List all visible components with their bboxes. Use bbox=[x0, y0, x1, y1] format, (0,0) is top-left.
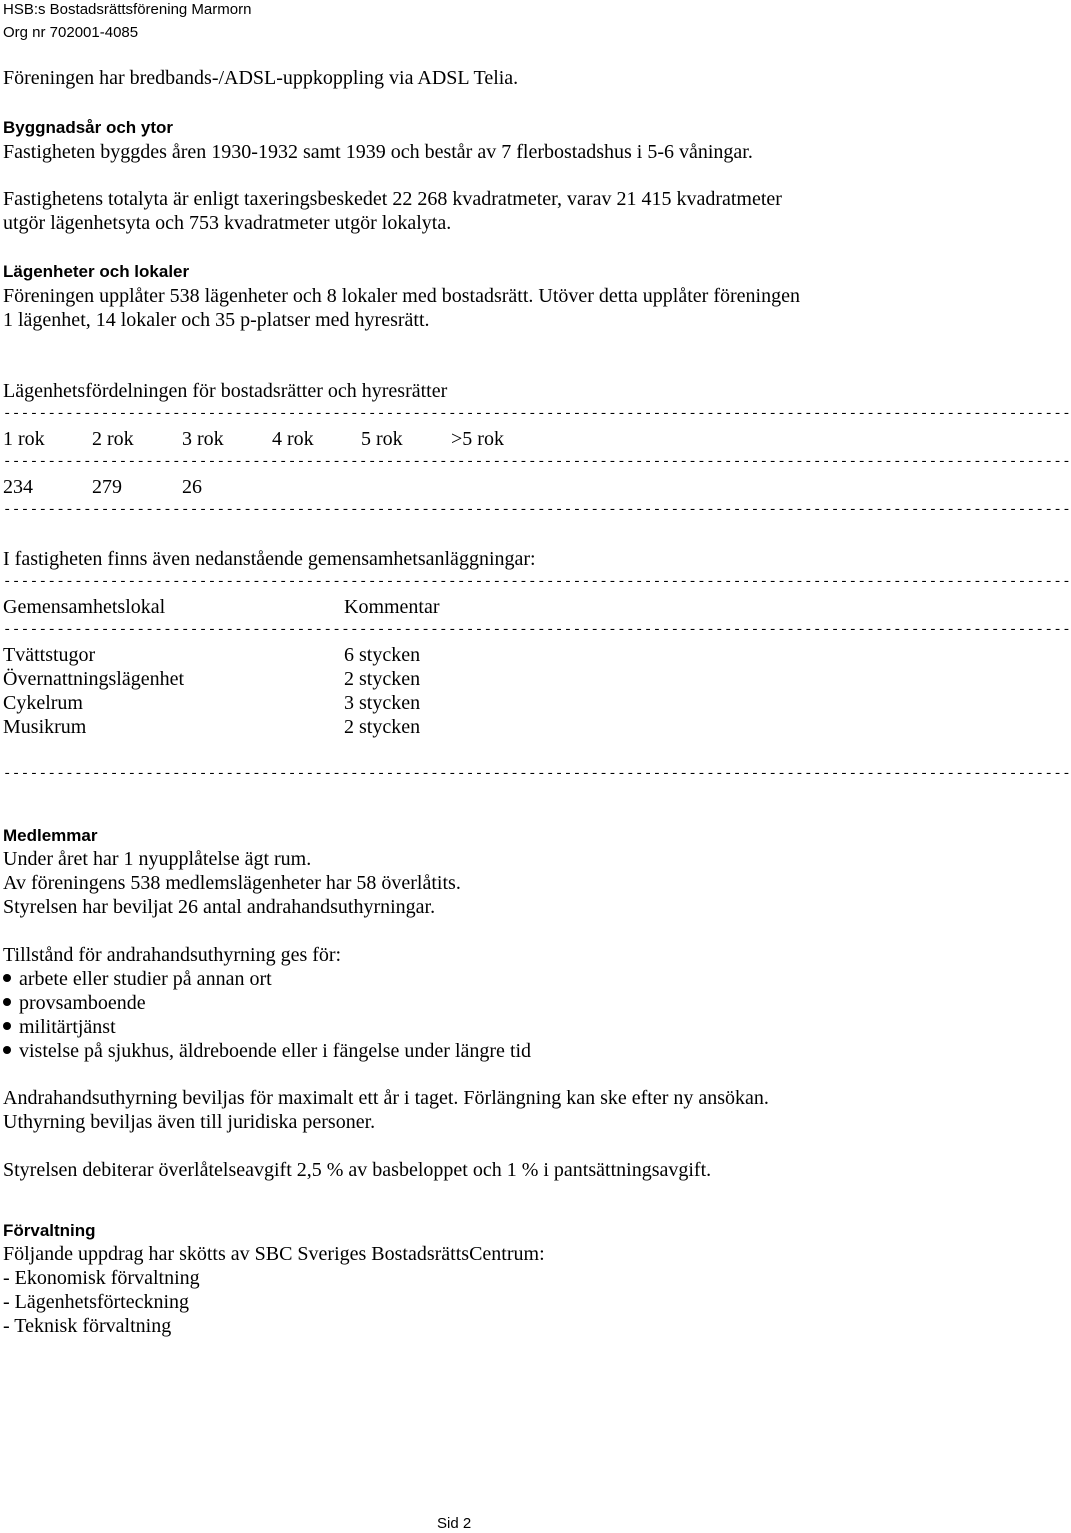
divider-line: ------------------------------------------------------------------------------------------------------------------------ bbox=[3, 406, 1071, 422]
members-text-1: Under året har 1 nyupplåtelse ägt rum. bbox=[3, 848, 312, 870]
permit-intro: Tillstånd för andrahandsuthyrning ges för: bbox=[3, 944, 342, 966]
distribution-col-6: >5 rok bbox=[451, 428, 504, 450]
max-rental-text-2: Uthyrning beviljas även till juridiska personer. bbox=[3, 1111, 376, 1133]
broadband-text: Föreningen har bredbands-/ADSL-uppkoppling via ADSL Telia. bbox=[3, 67, 519, 89]
distribution-value-2: 279 bbox=[92, 476, 122, 498]
management-item: - Ekonomisk förvaltning bbox=[3, 1267, 200, 1289]
facility-name: Musikrum bbox=[3, 716, 87, 738]
fees-text: Styrelsen debiterar överlåtelseavgift 2,5 % av basbeloppet och 1 % i pantsättningsavgift. bbox=[3, 1159, 712, 1181]
facilities-title: I fastigheten finns även nedanstående gemensamhetsanläggningar: bbox=[3, 548, 536, 570]
building-text-3: utgör lägenhetsyta och 753 kvadratmeter utgör lokalyta. bbox=[3, 212, 452, 234]
facilities-col-comment: Kommentar bbox=[344, 596, 440, 618]
bullet-text: vistelse på sjukhus, äldreboende eller i fängelse under längre tid bbox=[19, 1040, 532, 1062]
members-heading: Medlemmar bbox=[3, 826, 98, 845]
facility-comment: 3 stycken bbox=[344, 692, 421, 714]
distribution-title: Lägenhetsfördelningen för bostadsrätter och hyresrätter bbox=[3, 380, 448, 402]
bullet-item bbox=[3, 1039, 531, 1063]
distribution-col-5: 5 rok bbox=[361, 428, 403, 450]
members-text-3: Styrelsen har beviljat 26 antal andrahandsuthyrningar. bbox=[3, 896, 436, 918]
distribution-value-3: 26 bbox=[182, 476, 202, 498]
facility-name: Cykelrum bbox=[3, 692, 83, 714]
max-rental-text-1: Andrahandsuthyrning beviljas för maximalt ett år i taget. Förlängning kan ske efter ny ansökan. bbox=[3, 1087, 769, 1109]
divider-line: ------------------------------------------------------------------------------------------------------------------------ bbox=[3, 454, 1071, 470]
building-heading: Byggnadsår och ytor bbox=[3, 118, 174, 137]
bullet-icon bbox=[3, 1046, 11, 1054]
facility-name: Övernattningslägenhet bbox=[3, 668, 185, 690]
apartments-text-1: Föreningen upplåter 538 lägenheter och 8 lokaler med bostadsrätt. Utöver detta upplåter föreningen bbox=[3, 285, 800, 307]
apartments-text-2: 1 lägenhet, 14 lokaler och 35 p-platser med hyresrätt. bbox=[3, 309, 430, 331]
org-name: HSB:s Bostadsrättsförening Marmorn bbox=[3, 1, 252, 18]
management-heading: Förvaltning bbox=[3, 1221, 96, 1240]
bullet-icon bbox=[3, 998, 11, 1006]
facilities-col-name: Gemensamhetslokal bbox=[3, 596, 166, 618]
bullet-icon bbox=[3, 974, 11, 982]
distribution-col-3: 3 rok bbox=[182, 428, 224, 450]
management-item: - Teknisk förvaltning bbox=[3, 1315, 172, 1337]
divider-line: ------------------------------------------------------------------------------------------------------------------------ bbox=[3, 502, 1071, 518]
distribution-value-1: 234 bbox=[3, 476, 33, 498]
facility-comment: 6 stycken bbox=[344, 644, 421, 666]
bullet-text: arbete eller studier på annan ort bbox=[19, 968, 272, 990]
bullet-icon bbox=[3, 1022, 11, 1030]
facility-comment: 2 stycken bbox=[344, 716, 421, 738]
building-text-2: Fastighetens totalyta är enligt taxeringsbeskedet 22 268 kvadratmeter, varav 21 415 kvadratmeter bbox=[3, 188, 782, 210]
divider-line: ------------------------------------------------------------------------------------------------------------------------ bbox=[3, 766, 1071, 782]
members-text-2: Av föreningens 538 medlemslägenheter har 58 överlåtits. bbox=[3, 872, 461, 894]
distribution-col-1: 1 rok bbox=[3, 428, 45, 450]
divider-line: ------------------------------------------------------------------------------------------------------------------------ bbox=[3, 574, 1071, 590]
building-text-1: Fastigheten byggdes åren 1930-1932 samt 1939 och består av 7 flerbostadshus i 5-6 våningar. bbox=[3, 141, 753, 163]
apartments-heading: Lägenheter och lokaler bbox=[3, 262, 190, 281]
bullet-text: militärtjänst bbox=[19, 1016, 116, 1038]
bullet-item bbox=[3, 991, 146, 1015]
org-number: Org nr 702001-4085 bbox=[3, 24, 139, 41]
facility-name: Tvättstugor bbox=[3, 644, 96, 666]
bullet-text: provsamboende bbox=[19, 992, 146, 1014]
bullet-item bbox=[3, 967, 272, 991]
management-intro: Följande uppdrag har skötts av SBC Sveriges BostadsrättsCentrum: bbox=[3, 1243, 545, 1265]
facility-comment: 2 stycken bbox=[344, 668, 421, 690]
page-number: Sid 2 bbox=[437, 1515, 472, 1532]
divider-line: ------------------------------------------------------------------------------------------------------------------------ bbox=[3, 622, 1071, 638]
distribution-col-2: 2 rok bbox=[92, 428, 134, 450]
management-item: - Lägenhetsförteckning bbox=[3, 1291, 190, 1313]
distribution-col-4: 4 rok bbox=[272, 428, 314, 450]
bullet-item bbox=[3, 1015, 116, 1039]
